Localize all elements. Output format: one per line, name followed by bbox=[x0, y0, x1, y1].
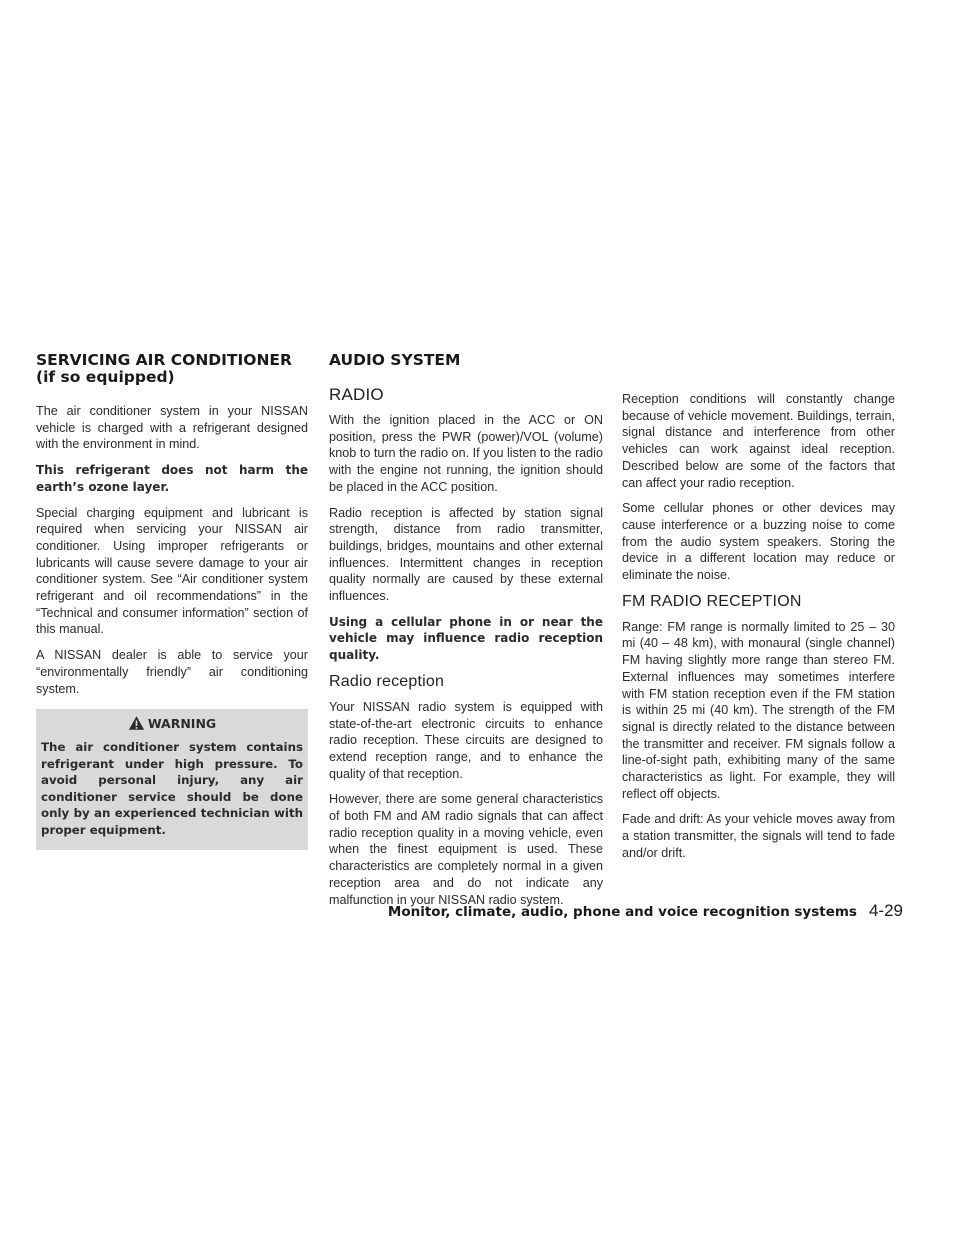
bold-paragraph: Using a cellular phone in or near the vehicle may influence radio reception quality. bbox=[329, 614, 603, 663]
paragraph: With the ignition placed in the ACC or ON position, press the PWR (power)/VOL (volume) knob to turn the radio on. If you listen to the radio with the engine not running, the ignition should be placed in the ACC position. bbox=[329, 413, 603, 494]
warning-label: WARNING bbox=[147, 715, 217, 731]
column-audio-system bbox=[329, 352, 603, 917]
section-title-air-conditioner: SERVICING AIR CONDITIONER (if so equipped) bbox=[36, 351, 292, 386]
warning-header bbox=[41, 715, 303, 731]
paragraph: Radio reception is affected by station signal strength, distance from radio transmitter, buildings, bridges, mountains and other external influences. Intermittent changes in reception quality normally are caused by these external influences. bbox=[329, 505, 603, 604]
bold-paragraph: This refrigerant does not harm the earth’s ozone layer. bbox=[36, 463, 308, 494]
paragraph: Your NISSAN radio system is equipped with state-of-the-art electronic circuits to enhance radio reception. These circuits are designed to extend reception range, and to enhance the quality of that reception. bbox=[329, 699, 603, 781]
paragraph: The air conditioner system in your NISSAN vehicle is charged with a refrigerant designed with the environment in mind. bbox=[36, 404, 308, 452]
column-air-conditioner bbox=[36, 352, 308, 850]
page-footer bbox=[388, 901, 903, 921]
paragraph: Range: FM range is normally limited to 25 – 30 mi (40 – 48 km), with monaural (single channel) FM having slightly more range than stereo FM. External influences may sometimes interfere with FM station reception even if the FM station is within 25 mi (40 km). The strength of the FM signal is directly related to the distance between the transmitter and receiver. FM signals follow a line-of-sight path, exhibiting many of the same characteristics as light. For example, they will reflect off objects. bbox=[622, 619, 895, 801]
heading-radio: RADIO bbox=[329, 385, 384, 404]
warning-text: The air conditioner system contains refrigerant under high pressure. To avoid personal injury, any air conditioner service should be done only by an experienced technician with proper equipment. bbox=[41, 740, 303, 837]
column-reception bbox=[622, 391, 895, 871]
paragraph: However, there are some general characteristics of both FM and AM radio signals that can affect radio reception quality in a moving vehicle, even when the finest equipment is used. These characteristics are completely normal in a given reception area and do not indicate any malfunction in your NISSAN radio system. bbox=[329, 792, 603, 907]
heading-radio-reception: Radio reception bbox=[329, 672, 445, 690]
paragraph: Reception conditions will constantly change because of vehicle movement. Buildings, terrain, signal distance and interference from other vehicles can work against ideal reception. Described below are some of the factors that can affect your radio reception. bbox=[622, 392, 895, 490]
paragraph: Special charging equipment and lubricant is required when servicing your NISSAN air conditioner. Using improper refrigerants or lubricants will cause severe damage to your air conditioner system. See “Air conditioner system refrigerant and oil recommendations” in the “Technical and consumer information” section of this manual. bbox=[36, 505, 308, 637]
paragraph: A NISSAN dealer is able to service your “environmentally friendly” air conditioning system. bbox=[36, 648, 308, 696]
paragraph: Fade and drift: As your vehicle moves away from a station transmitter, the signals will tend to fade and/or drift. bbox=[622, 812, 895, 860]
footer-section-title: Monitor, climate, audio, phone and voice recognition systems bbox=[387, 904, 857, 920]
warning-box bbox=[36, 709, 308, 850]
heading-fm-radio-reception: FM RADIO RECEPTION bbox=[622, 592, 802, 610]
section-title-audio-system: AUDIO SYSTEM bbox=[329, 351, 461, 369]
paragraph: Some cellular phones or other devices may cause interference or a buzzing noise to come from the audio system speakers. Storing the device in a different location may reduce or eliminate the noise. bbox=[622, 501, 895, 583]
page-number: 4-29 bbox=[868, 901, 903, 920]
warning-icon bbox=[128, 715, 145, 731]
